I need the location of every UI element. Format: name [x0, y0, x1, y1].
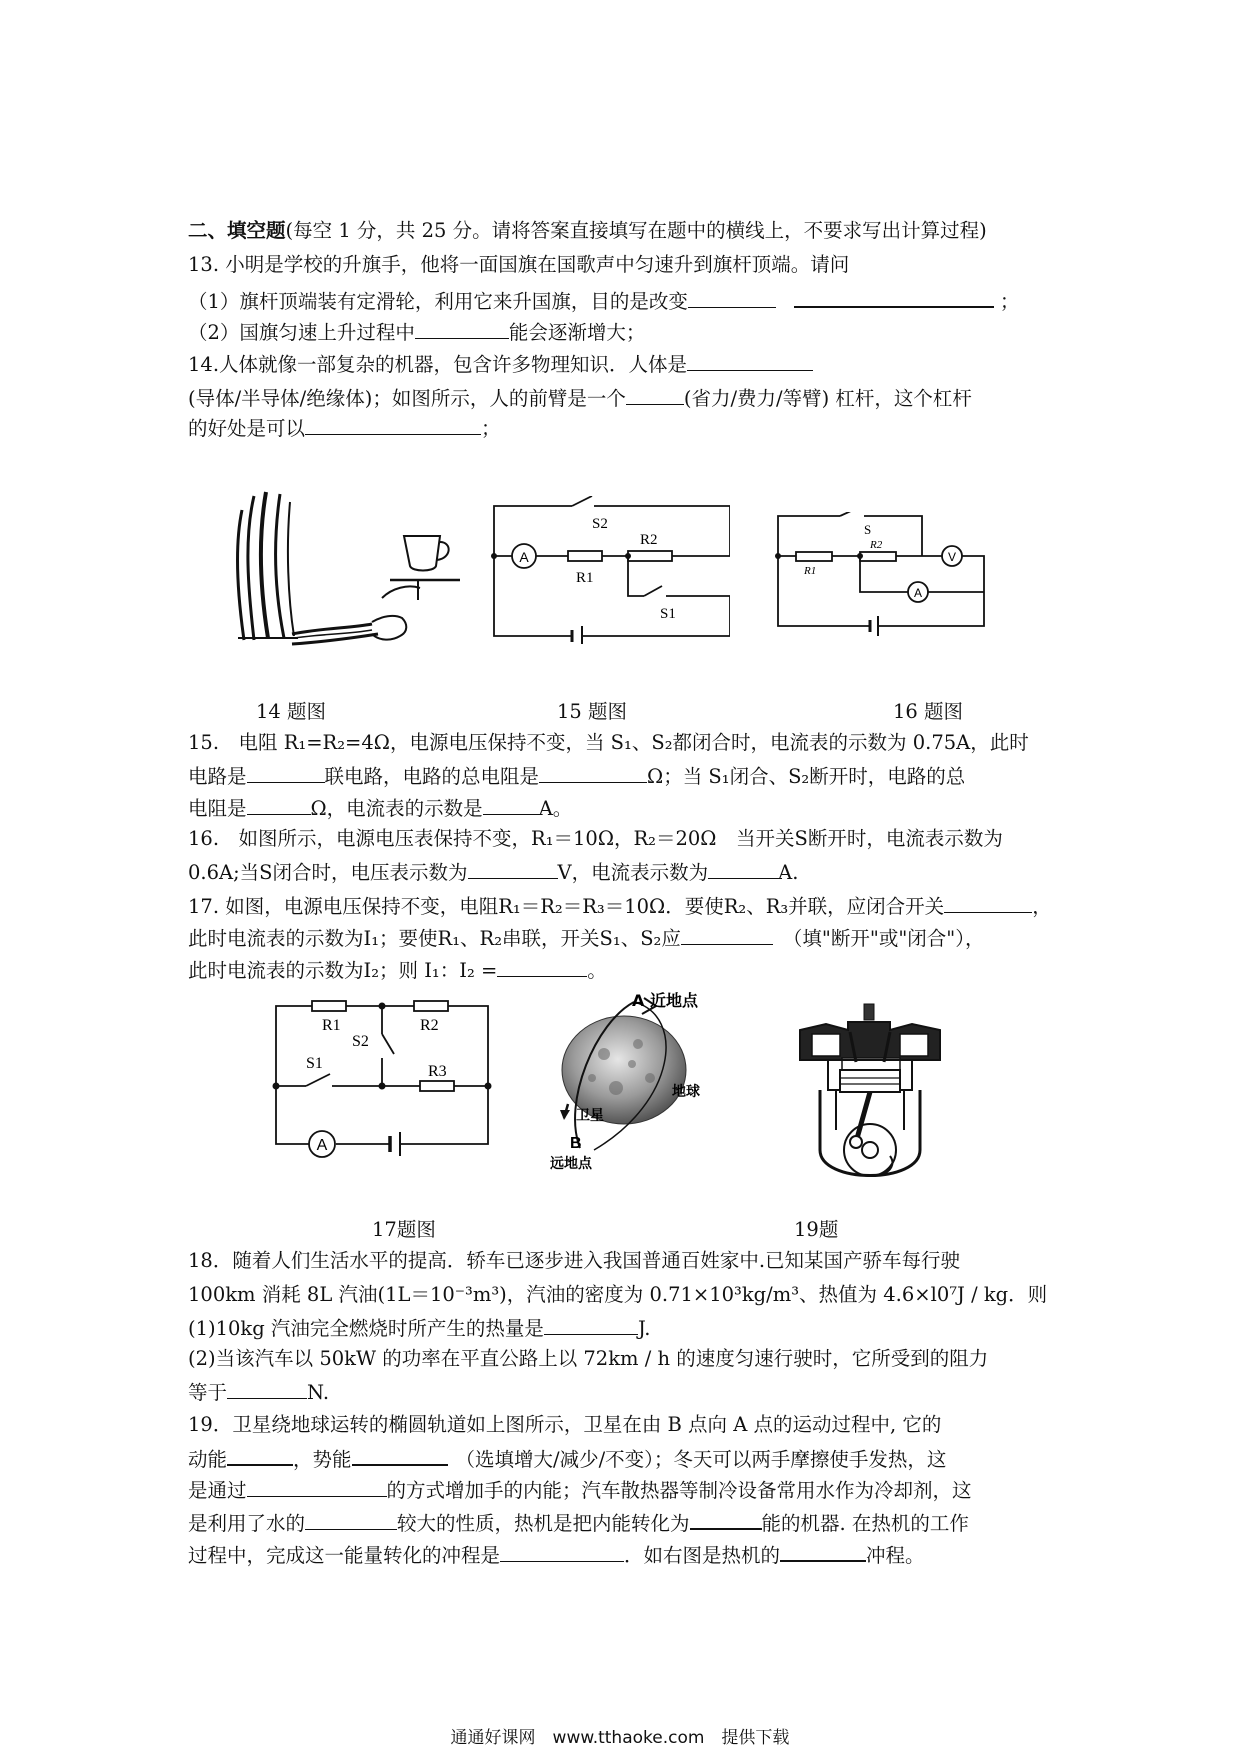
q13-part1-end: ；: [999, 290, 1020, 313]
answer-blank[interactable]: [305, 1509, 397, 1530]
answer-blank[interactable]: [247, 1476, 387, 1497]
q17-line1-text-a: 17. 如图，电源电压保持不变，电阻R₁＝R₂＝R₃＝10Ω．要使R₂、R₃并联，应闭合开关: [188, 895, 945, 918]
s2-label: S2: [592, 516, 608, 532]
answer-blank[interactable]: [688, 287, 776, 308]
q15-line1: 15. 电阻 R₁=R₂=4Ω，电源电压保持不变，当 S₁、S₂都闭合时，电流表的示数为 0.75A，此时: [188, 731, 1029, 754]
q18-line3: [188, 1314, 650, 1342]
ammeter-label: A: [519, 549, 529, 565]
q19-line3-text-b: 的方式增加手的内能；汽车散热器等制冷设备常用水作为冷却剂，这: [386, 1479, 972, 1502]
q18-line5: [188, 1378, 329, 1406]
q16-line2-text-a: 0.6A;当S闭合时，电压表示数为: [188, 861, 468, 884]
caption-fig14: 14 题图: [256, 700, 327, 723]
q19-line2-text-b: ，势能: [293, 1448, 352, 1471]
circuit-figure-15: [490, 496, 730, 644]
r2-label: R2: [640, 532, 658, 548]
answer-blank[interactable]: [690, 1508, 762, 1530]
answer-blank[interactable]: [247, 794, 311, 815]
r3-label: R3: [428, 1063, 447, 1080]
q16-line1: 16. 如图所示，电源电压表保持不变，R₁＝10Ω，R₂＝20Ω 当开关S断开时，电流表示数为: [188, 827, 1003, 850]
q15-line2-text-b: 联电路，电路的总电阻是: [324, 765, 540, 788]
q19-line3-text-a: 是通过: [188, 1479, 247, 1502]
q18-line5-text-a: 等于: [188, 1381, 228, 1404]
q17-line3: [188, 956, 607, 984]
r1-label: R1: [576, 570, 594, 586]
q15-line3: [188, 794, 572, 822]
s1-label: S1: [306, 1055, 323, 1072]
section-instructions: (每空 1 分，共 25 分。请将答案直接填写在题中的横线上，不要求写出计算过程): [285, 219, 987, 242]
s1-label: S1: [660, 606, 676, 622]
q19-line2-text-c: （选填增大/减少/不变）；冬天可以两手摩擦使手发热，这: [455, 1448, 947, 1471]
q19-line4-text-b: 较大的性质，热机是把内能转化为: [397, 1512, 690, 1535]
q13-part2-end: 能会逐渐增大；: [508, 321, 646, 344]
answer-blank[interactable]: [468, 858, 558, 879]
q13-part1-text: （1）旗杆顶端装有定滑轮，利用它来升国旗，目的是改变: [188, 290, 688, 313]
ammeter-label: A: [316, 1137, 328, 1154]
q19-line5-text-a: 过程中，完成这一能量转化的冲程是: [188, 1544, 501, 1567]
perigee-label: A 近地点: [632, 992, 698, 1010]
q19-line3: [188, 1476, 972, 1504]
q15-line3-text-b: Ω，电流表的示数是: [310, 797, 483, 820]
q16-line2-text-b: V，电流表示数为: [557, 861, 709, 884]
q18-line3-text-b: J.: [637, 1317, 651, 1340]
answer-blank[interactable]: [415, 318, 509, 339]
answer-blank[interactable]: [539, 762, 647, 783]
voltmeter-label: V: [947, 550, 957, 564]
caption-fig17: 17题图: [372, 1218, 436, 1241]
answer-blank[interactable]: [305, 414, 481, 435]
q14-line2-text-b: (省力/费力/等臂) 杠杆，这个杠杆: [683, 387, 972, 410]
q19-line5-text-c: 冲程。: [866, 1544, 925, 1567]
page-footer: 通通好课网 www.tthaoke.com 提供下载: [450, 1728, 790, 1748]
answer-blank[interactable]: [497, 956, 587, 977]
q18-line5-text-b: N.: [307, 1381, 330, 1404]
answer-blank[interactable]: [794, 286, 994, 308]
q18-line1: 18．随着人们生活水平的提高．轿车已逐步进入我国普通百姓家中.已知某国产骄车每行驶: [188, 1249, 961, 1272]
q19-line4: [188, 1508, 969, 1537]
q14-line1: [188, 350, 813, 378]
q13-part2-text: （2）国旗匀速上升过程中: [188, 321, 415, 344]
q19-line2-text-a: 动能: [188, 1448, 228, 1471]
answer-blank[interactable]: [626, 384, 684, 405]
circuit-figure-17: [272, 996, 494, 1160]
answer-blank[interactable]: [500, 1541, 624, 1562]
q14-line3-text-b: ；: [481, 417, 501, 440]
satellite-label: 卫星: [576, 1108, 604, 1124]
q18-line2: 100km 消耗 8L 汽油(1L＝10⁻³m³)，汽油的密度为 0.71×10³kg/m³、热值为 4.6×l0⁷J / kg．则: [188, 1283, 1048, 1306]
engine-stroke-figure: [790, 1000, 954, 1190]
q14-line3-text-a: 的好处是可以: [188, 417, 306, 440]
q19-line2: [188, 1444, 946, 1473]
q14-line3: [188, 414, 501, 442]
answer-blank[interactable]: [352, 1444, 448, 1466]
r1-label: R1: [322, 1017, 341, 1034]
q14-line2: [188, 384, 972, 412]
q17-line1-text-b: ，: [1032, 895, 1052, 918]
q19-line4-text-c: 能的机器. 在热机的工作: [761, 1512, 969, 1535]
q17-line3-text-a: 此时电流表的示数为I₂；则 I₁：I₂ =: [188, 959, 498, 982]
answer-blank[interactable]: [483, 794, 539, 815]
s2-label: S2: [352, 1033, 369, 1050]
q15-line2-text-c: Ω；当 S₁闭合、S₂断开时，电路的总: [647, 765, 966, 788]
apogee-b-label: B: [570, 1135, 582, 1152]
answer-blank[interactable]: [708, 858, 778, 879]
section-title: 二、填空题: [188, 219, 286, 242]
q13-part1: [188, 286, 1019, 315]
apogee-label: 远地点: [550, 1156, 592, 1172]
q17-line2: [188, 924, 985, 952]
q14-line1-text: 14.人体就像一部复杂的机器，包含许多物理知识．人体是: [188, 353, 688, 376]
q19-line5-text-b: ．如右图是热机的: [624, 1544, 781, 1567]
s-label: S: [864, 522, 872, 537]
q19-line1: 19．卫星绕地球运转的椭圆轨道如上图所示，卫星在由 B 点向 A 点的运动过程中, 它的: [188, 1413, 942, 1436]
q17-line3-text-b: 。: [587, 959, 607, 982]
q15-line3-text-c: A。: [538, 797, 573, 820]
answer-blank[interactable]: [681, 924, 773, 945]
answer-blank[interactable]: [944, 892, 1032, 913]
q13-stem: 13. 小明是学校的升旗手，他将一面国旗在国歌声中匀速升到旗杆顶端。请问: [188, 253, 850, 276]
q15-line3-text-a: 电阻是: [188, 797, 247, 820]
caption-fig19: 19题: [794, 1218, 839, 1241]
circuit-figure-16: [774, 512, 988, 642]
q19-line4-text-a: 是利用了水的: [188, 1512, 306, 1535]
ammeter-label: A: [913, 586, 923, 600]
answer-blank[interactable]: [544, 1314, 638, 1335]
answer-blank[interactable]: [247, 762, 325, 783]
forearm-lever-figure: [232, 488, 468, 646]
q19-line5: [188, 1540, 925, 1569]
q18-line4: (2)当该汽车以 50kW 的功率在平直公路上以 72km / h 的速度匀速行驶时，它所受到的阻力: [188, 1347, 989, 1370]
q16-line2-text-c: A.: [778, 861, 799, 884]
answer-blank[interactable]: [687, 350, 813, 371]
q16-line2: [188, 858, 798, 886]
earth-label: 地球: [672, 1084, 700, 1100]
q17-line2-text-b: （填"断开"或"闭合"），: [782, 927, 985, 950]
caption-fig15: 15 题图: [557, 700, 628, 723]
q14-line2-text-a: (导体/半导体/绝缘体)；如图所示，人的前臂是一个: [188, 387, 626, 410]
caption-fig16: 16 题图: [893, 700, 964, 723]
answer-blank[interactable]: [227, 1378, 307, 1399]
r1-label: R1: [804, 565, 817, 577]
answer-blank[interactable]: [780, 1540, 866, 1562]
q15-line2-text-a: 电路是: [188, 765, 247, 788]
q18-line3-text-a: (1)10kg 汽油完全燃烧时所产生的热量是: [188, 1317, 544, 1340]
q13-part2: [188, 318, 645, 346]
answer-blank[interactable]: [227, 1444, 293, 1466]
q17-line1: [188, 892, 1052, 920]
r2-label: R2: [420, 1017, 439, 1034]
section-header: [188, 218, 987, 244]
satellite-orbit-figure: [546, 992, 724, 1172]
q15-line2: [188, 762, 965, 790]
r2-label: R2: [870, 539, 883, 551]
q17-line2-text-a: 此时电流表的示数为I₁；要使R₁、R₂串联，开关S₁、S₂应: [188, 927, 681, 950]
